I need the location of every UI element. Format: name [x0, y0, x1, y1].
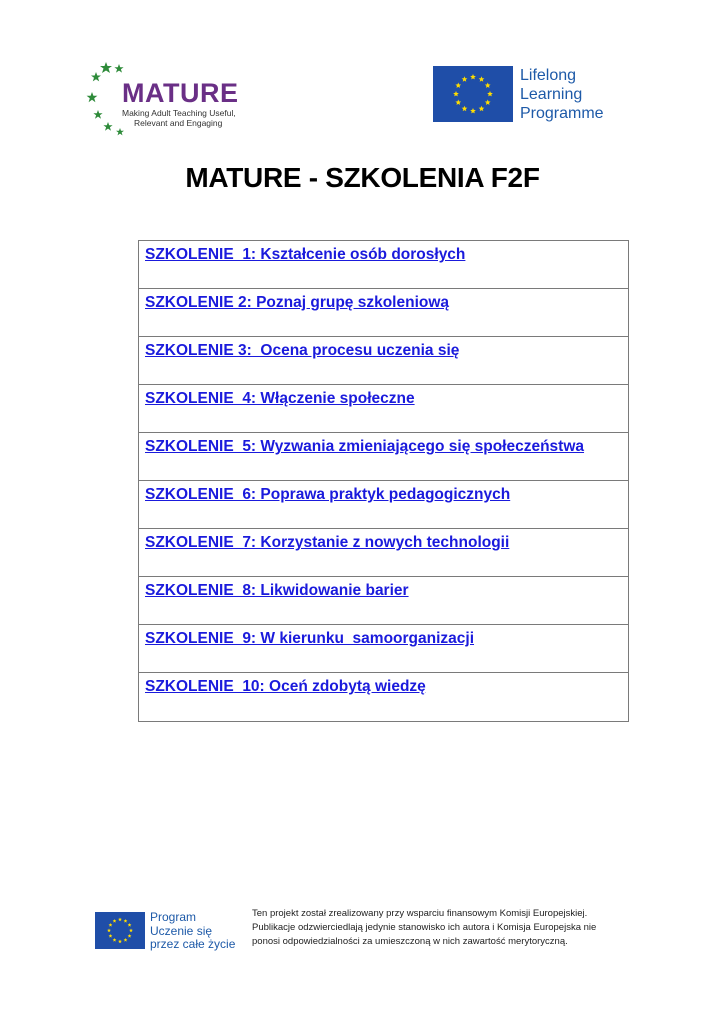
training-link-5[interactable]: SZKOLENIE 5: Wyzwania zmieniającego się społeczeństwa: [145, 438, 585, 455]
eu-star-icon: [455, 83, 461, 88]
disclaimer-line2: Publikacje odzwierciedlają jedynie stanowisko ich autora i Komisja Europejska nie: [252, 922, 597, 933]
eu-star-icon: [487, 91, 493, 96]
eu-star-icon: [470, 108, 476, 113]
llp-logo-text: [520, 66, 604, 123]
training-link-2[interactable]: SZKOLENIE 2: Poznaj grupę szkoleniową: [145, 294, 450, 311]
program-line3: przez całe życie: [150, 937, 236, 951]
eu-star-icon: [128, 934, 132, 938]
llp-line3: Programme: [520, 105, 604, 122]
training-row: [139, 241, 628, 289]
eu-star-icon: [118, 940, 122, 944]
program-logo: [95, 912, 245, 952]
eu-star-icon: [113, 919, 117, 923]
mature-logo-tagline: [122, 108, 252, 128]
mature-logo: [86, 60, 256, 140]
training-link-6[interactable]: SZKOLENIE 6: Poprawa praktyk pedagogicznych: [145, 486, 511, 503]
training-link-4[interactable]: SZKOLENIE 4: Włączenie społeczne: [145, 390, 415, 407]
training-link-9[interactable]: SZKOLENIE 9: W kierunku samoorganizacji: [145, 630, 475, 647]
eu-star-icon: [128, 923, 132, 927]
eu-star-icon: [129, 929, 133, 933]
eu-flag-icon: [433, 66, 513, 122]
eu-star-icon: [462, 76, 468, 81]
training-row: [139, 673, 628, 721]
training-link-8[interactable]: SZKOLENIE 8: Likwidowanie barier: [145, 582, 409, 599]
training-row: [139, 433, 628, 481]
eu-star-icon: [453, 91, 459, 96]
eu-star-icon: [479, 76, 485, 81]
eu-star-icon: [113, 938, 117, 942]
eu-star-icon: [455, 100, 461, 105]
eu-flag-small-icon: [95, 912, 145, 949]
eu-star-icon: [109, 934, 113, 938]
disclaimer-line3: ponosi odpowiedzialności za umieszczoną w nich zawartość merytoryczną.: [252, 936, 568, 947]
program-line2: Uczenie się: [150, 923, 213, 938]
training-row: [139, 625, 628, 673]
llp-logo: [433, 66, 633, 124]
eu-star-icon: [124, 938, 128, 942]
mature-tagline-line1: Making Adult Teaching Useful,: [122, 108, 236, 118]
training-row: [139, 577, 628, 625]
llp-line1: Lifelong: [520, 67, 577, 84]
eu-star-icon: [118, 918, 122, 922]
training-table: [138, 240, 629, 722]
eu-star-icon: [462, 106, 468, 111]
eu-star-icon: [124, 919, 128, 923]
funding-disclaimer: [252, 907, 632, 949]
page-title: MATURE - SZKOLENIA F2F: [185, 162, 540, 193]
eu-star-icon: [485, 100, 491, 105]
training-row: [139, 337, 628, 385]
training-row: [139, 481, 628, 529]
training-link-10[interactable]: SZKOLENIE 10: Oceń zdobytą wiedzę: [145, 678, 426, 695]
llp-line2: Learning: [520, 86, 583, 103]
disclaimer-line1: Ten projekt został zrealizowany przy wsparciu finansowym Komisji Europejskiej.: [252, 908, 588, 919]
training-row: [139, 289, 628, 337]
training-link-7[interactable]: SZKOLENIE 7: Korzystanie z nowych technologii: [145, 534, 510, 551]
training-link-1[interactable]: SZKOLENIE 1: Kształcenie osób dorosłych: [145, 246, 466, 263]
eu-star-icon: [485, 83, 491, 88]
eu-star-icon: [479, 106, 485, 111]
eu-star-icon: [107, 929, 111, 933]
mature-logo-word: MATURE: [122, 78, 239, 108]
mature-tagline-line2: Relevant and Engaging: [134, 118, 223, 128]
star-circle-icon: [86, 60, 126, 140]
program-line1: Program: [150, 910, 197, 924]
training-row: [139, 529, 628, 577]
eu-star-icon: [470, 74, 476, 79]
program-logo-text: [150, 911, 235, 952]
training-link-3[interactable]: SZKOLENIE 3: Ocena procesu uczenia się: [145, 342, 460, 359]
training-row: [139, 385, 628, 433]
eu-star-icon: [109, 923, 113, 927]
